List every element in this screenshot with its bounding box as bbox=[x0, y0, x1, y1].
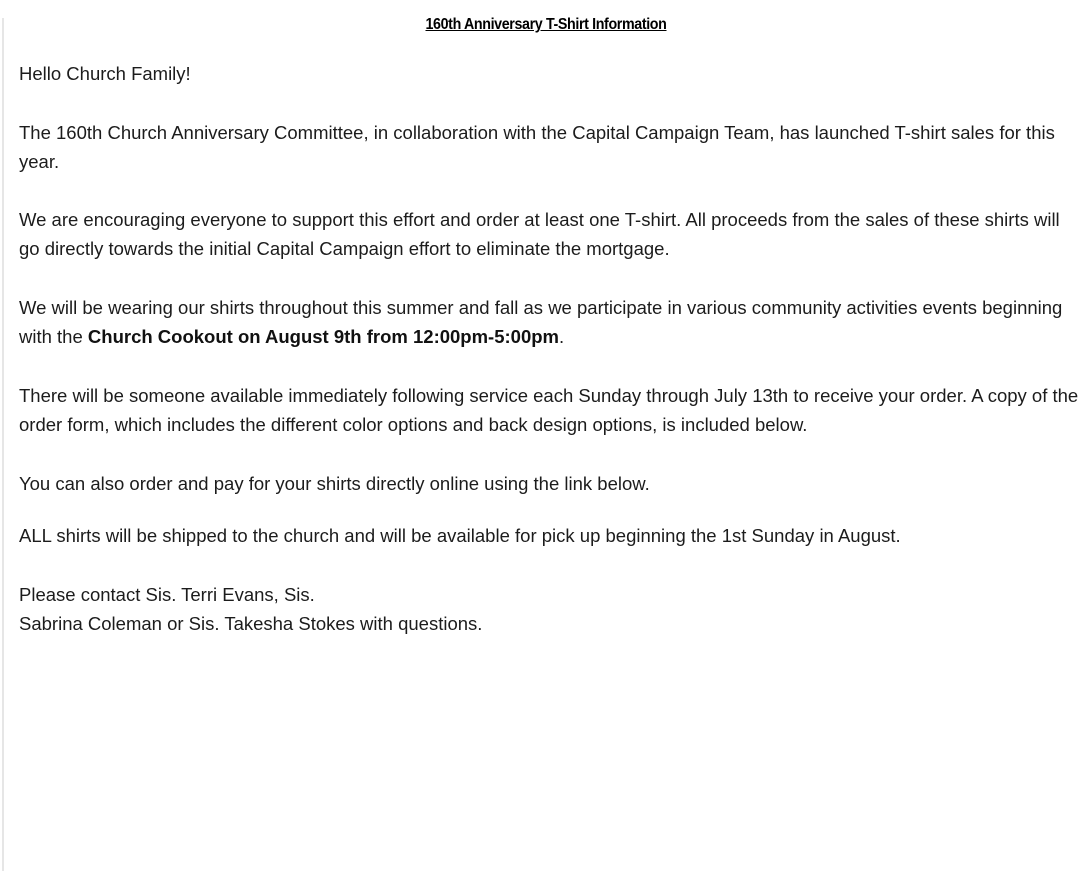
paragraph-online-order: You can also order and pay for your shirts directly online using the link below. bbox=[19, 473, 650, 494]
paragraph-wearing-end: . bbox=[559, 326, 565, 347]
document-title: 160th Anniversary T-Shirt Information bbox=[425, 16, 667, 33]
contact-line-2: Sabrina Coleman or Sis. Takesha Stokes with questions. bbox=[19, 613, 483, 634]
paragraph-orders: There will be someone available immediately following service each Sunday through July 13th to receive your order. A copy of the order form, which includes the different color options and back design options, is included below. bbox=[19, 385, 1079, 435]
paragraph-launch: The 160th Church Anniversary Committee, in collaboration with the Capital Campaign Team, has launched T-shirt sales for this year. bbox=[19, 122, 1055, 172]
greeting: Hello Church Family! bbox=[19, 63, 191, 84]
paragraph-shipping: ALL shirts will be shipped to the church and will be available for pick up beginning the 1st Sunday in August. bbox=[19, 525, 901, 546]
contact-info bbox=[19, 580, 1085, 638]
paragraph-wearing bbox=[19, 293, 1085, 351]
paragraph-encourage: We are encouraging everyone to support this effort and order at least one T-shirt. All proceeds from the sales of these shirts will go directly towards the initial Capital Campaign effort to eliminate the mortgage. bbox=[19, 209, 1060, 259]
left-border-line bbox=[2, 18, 4, 871]
cookout-event-highlight: Church Cookout on August 9th from 12:00pm-5:00pm bbox=[87, 326, 559, 347]
contact-line-1: Please contact Sis. Terri Evans, Sis. bbox=[19, 584, 315, 605]
paragraph-wearing-text: We will be wearing our shirts throughout this summer and fall as we participate in various community activities events beginning with the bbox=[19, 297, 1063, 347]
